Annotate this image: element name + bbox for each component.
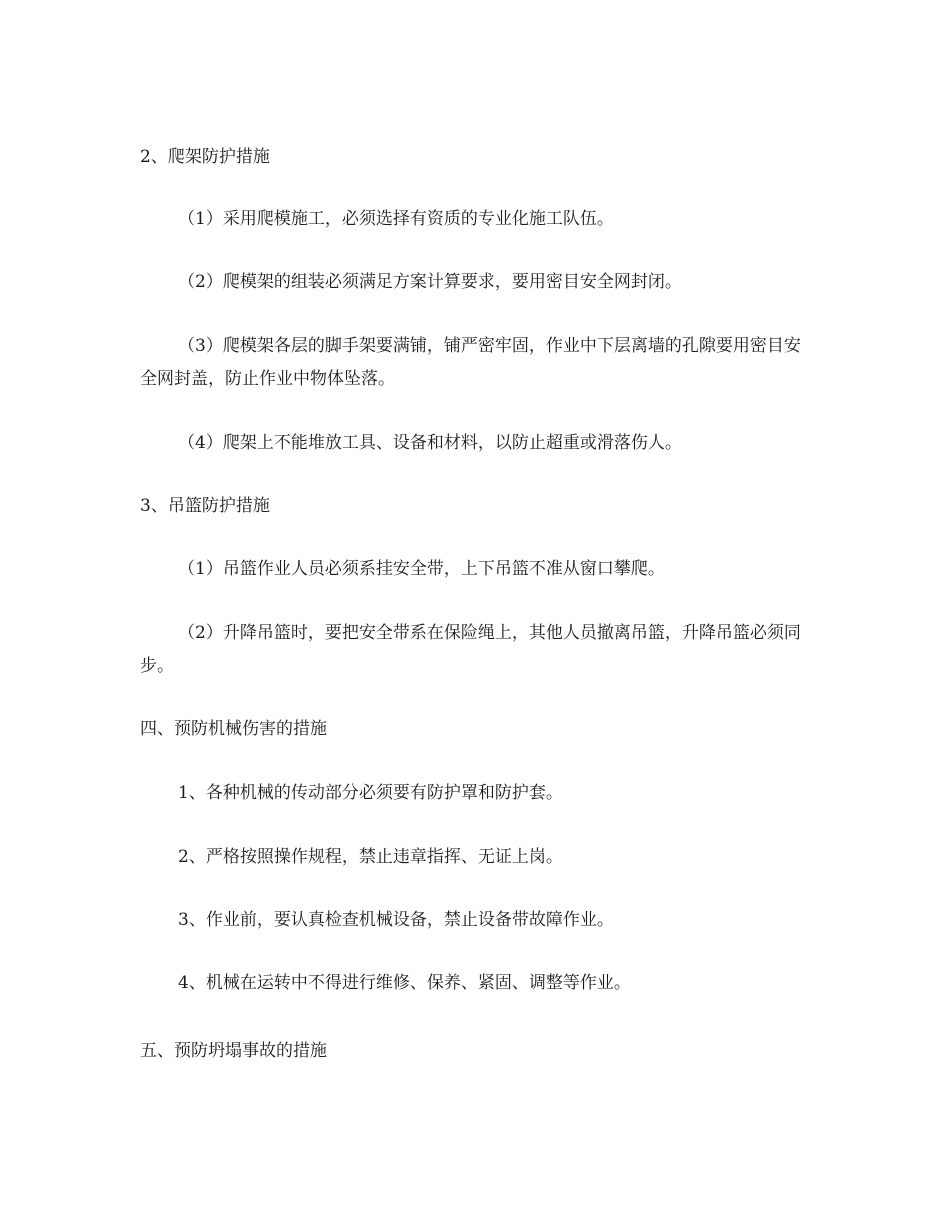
- paragraph-item: （1）采用爬模施工，必须选择有资质的专业化施工队伍。: [178, 209, 614, 229]
- section-heading-climbing-frame: 2、爬架防护措施: [140, 147, 270, 167]
- paragraph-item: 4、机械在运转中不得进行维修、保养、紧固、调整等作业。: [178, 973, 631, 993]
- paragraph-item: 3、作业前，要认真检查机械设备，禁止设备带故障作业。: [178, 910, 614, 930]
- section-heading-mechanical-injury: 四、预防机械伤害的措施: [140, 719, 327, 739]
- paragraph-item: （1）吊篮作业人员必须系挂安全带，上下吊篮不准从窗口攀爬。: [178, 559, 665, 579]
- section-heading-collapse-prevention: 五、预防坍塌事故的措施: [140, 1041, 327, 1061]
- paragraph-item: （2）爬模架的组装必须满足方案计算要求，要用密目安全网封闭。: [178, 272, 682, 292]
- paragraph-item: （2）升降吊篮时，要把安全带系在保险绳上，其他人员撤离吊篮，升降吊篮必须同步。: [140, 623, 801, 676]
- paragraph-item: （3）爬模架各层的脚手架要满铺，铺严密牢固，作业中下层离墙的孔隙要用密目安全网封盖，防止作业中物体坠落。: [140, 336, 801, 389]
- paragraph-item: 2、严格按照操作规程，禁止违章指挥、无证上岗。: [178, 847, 563, 867]
- section-heading-hanging-basket: 3、吊篮防护措施: [140, 496, 270, 516]
- paragraph-item: （4）爬架上不能堆放工具、设备和材料，以防止超重或滑落伤人。: [178, 433, 682, 453]
- paragraph-item: 1、各种机械的传动部分必须要有防护罩和防护套。: [178, 783, 563, 803]
